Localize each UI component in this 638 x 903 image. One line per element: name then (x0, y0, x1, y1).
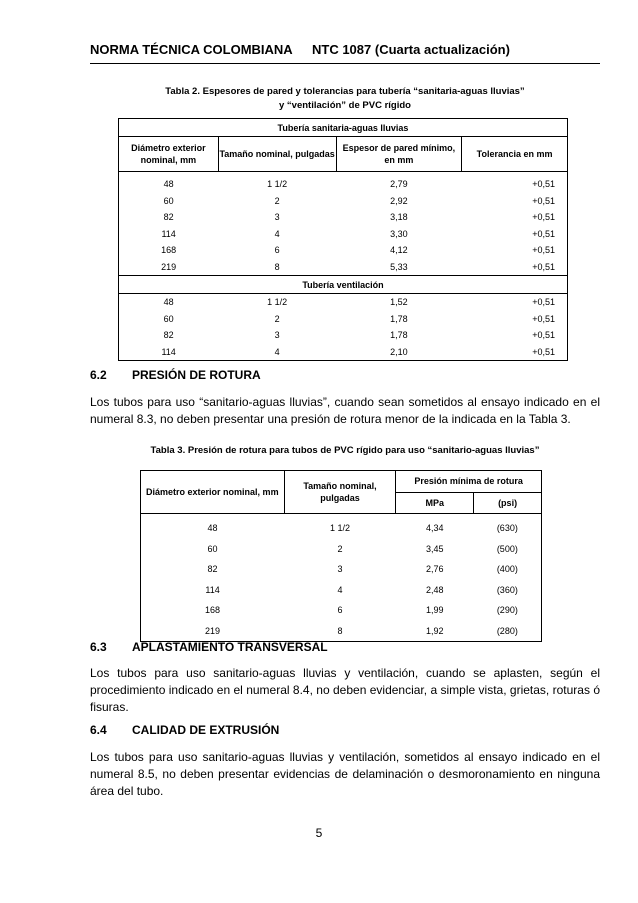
table-cell: 82 (207, 564, 218, 575)
table-cell: 114 (161, 346, 176, 357)
table-cell: (500) (496, 543, 518, 554)
table-cell: 2,76 (425, 564, 444, 575)
table-cell: 114 (161, 228, 176, 239)
table-row (119, 193, 568, 210)
table2-col-header: Tolerancia en mm (462, 137, 568, 172)
table-cell: 4,12 (390, 245, 408, 256)
table-cell: +0,51 (532, 212, 555, 223)
section-6-4-paragraph: Los tubos para uso sanitario-aguas lluvias y ventilación, sometidos al ensayo indicado en el numeral 8.5, no deben presentar evidencias de delaminación o desmoronamiento en ninguna área del tubo. (90, 750, 600, 798)
table-cell: 4,34 (425, 523, 444, 534)
table-row (119, 242, 568, 259)
table-cell: 82 (163, 330, 174, 341)
table-row (141, 539, 542, 560)
table-cell: 5,33 (390, 261, 408, 272)
section-title: APLASTAMIENTO TRANSVERSAL (132, 640, 328, 654)
table-cell: (360) (496, 584, 518, 595)
table2-col-header: Tamaño nominal, pulgadas (218, 137, 336, 172)
table-cell: 48 (163, 297, 174, 308)
table-cell: 82 (163, 212, 174, 223)
table-cell: +0,51 (532, 195, 555, 206)
table-row (119, 259, 568, 276)
table3-caption: Tabla 3. Presión de rotura para tubos de PVC rígido para uso “sanitario-aguas lluvias” (150, 445, 540, 456)
table2-caption-line1: Tabla 2. Espesores de pared y tolerancias para tubería “sanitaria-aguas lluvias” (165, 86, 525, 97)
table-cell: 3 (274, 212, 280, 223)
table-cell: 1,78 (390, 330, 408, 341)
header-standard-name: NORMA TÉCNICA COLOMBIANA (90, 42, 293, 57)
table-cell: 60 (163, 313, 174, 324)
table-cell: +0,51 (532, 245, 555, 256)
table-cell: 3,18 (390, 212, 408, 223)
table-cell: 2,48 (425, 584, 444, 595)
table-cell: 48 (163, 179, 174, 190)
table-cell: 3 (274, 330, 280, 341)
table-row (119, 209, 568, 226)
table2-section2-title: Tubería ventilación (119, 276, 568, 294)
table-cell: +0,51 (532, 228, 555, 239)
table2-wall-thickness (118, 118, 568, 361)
table-cell: 219 (205, 625, 221, 636)
section-number: 6.4 (90, 723, 107, 737)
table3-col-header: Tamaño nominal, pulgadas (284, 471, 396, 514)
table-cell: 6 (274, 245, 280, 256)
table3-burst-pressure (140, 470, 542, 642)
table-cell: +0,51 (532, 313, 555, 324)
table-cell: 60 (207, 543, 218, 554)
table-cell: 1 1/2 (267, 179, 288, 190)
table2-caption-line2: y “ventilación” de PVC rígido (279, 100, 411, 111)
table-row (141, 600, 542, 621)
table-cell: 2 (337, 543, 343, 554)
table-cell: 1,92 (425, 625, 444, 636)
table-row (119, 327, 568, 344)
table-cell: 2,92 (390, 195, 408, 206)
table-cell: (630) (496, 523, 518, 534)
table-row (119, 311, 568, 328)
table2-col-header: Diámetro exterior nominal, mm (119, 137, 219, 172)
section-number: 6.2 (90, 368, 107, 382)
table-cell: +0,51 (532, 346, 555, 357)
table-cell: 3 (337, 564, 343, 575)
table-cell: 4 (274, 228, 280, 239)
table-cell: 8 (337, 625, 343, 636)
table3-sub-header: (psi) (474, 492, 542, 514)
table-cell: 60 (163, 195, 174, 206)
table-cell: 8 (274, 261, 280, 272)
table-cell: +0,51 (532, 179, 555, 190)
table-cell: 1 1/2 (329, 523, 350, 534)
table3-col-header: Diámetro exterior nominal, mm (141, 471, 285, 514)
table-row (119, 226, 568, 243)
table-cell: 168 (205, 605, 221, 616)
table-row (141, 580, 542, 601)
table2-section1-title: Tubería sanitaria-aguas lluvias (119, 119, 568, 137)
section-number: 6.3 (90, 640, 107, 654)
table-row (119, 294, 568, 311)
table-cell: 1,52 (390, 297, 408, 308)
table-cell: 48 (207, 523, 218, 534)
table-cell: 1,78 (390, 313, 408, 324)
table-cell: +0,51 (532, 330, 555, 341)
page-number: 5 (315, 826, 323, 840)
table-cell: (400) (496, 564, 518, 575)
table2-caption (90, 85, 600, 113)
section-6-2-paragraph: Los tubos para uso “sanitario-aguas lluvias”, cuando sean sometidos al ensayo indicado en el numeral 8.3, no deben presentar una presión de rotura menor de la indicada en la Tabla 3. (90, 395, 600, 426)
table-row (141, 621, 542, 642)
table3-group-header: Presión mínima de rotura (396, 471, 542, 493)
table2-col-header: Espesor de pared mínimo, en mm (336, 137, 462, 172)
table3-sub-header: MPa (396, 492, 474, 514)
table-row (141, 518, 542, 539)
section-6-3-paragraph: Los tubos para uso sanitario-aguas lluvias y ventilación, cuando se aplasten, según el procedimiento indicado en el numeral 8.4, no deben evidenciar, a simple vista, grietas, roturas ó fisuras. (90, 666, 600, 714)
table-cell: 168 (161, 245, 177, 256)
table-row (119, 344, 568, 361)
table-cell: 2 (274, 313, 280, 324)
table-cell: (280) (496, 625, 518, 636)
table-cell: +0,51 (532, 261, 555, 272)
table-cell: 3,45 (425, 543, 444, 554)
header-rule (90, 63, 600, 64)
table-cell: 114 (205, 584, 220, 595)
table-cell: 4 (337, 584, 343, 595)
table-cell: +0,51 (532, 297, 555, 308)
table-cell: 6 (337, 605, 343, 616)
table-cell: 4 (274, 346, 280, 357)
section-title: PRESIÓN DE ROTURA (132, 368, 261, 382)
table-row (141, 559, 542, 580)
table-cell: 2 (274, 195, 280, 206)
table-row (119, 176, 568, 193)
table-cell: (290) (496, 605, 518, 616)
table-cell: 3,30 (390, 228, 408, 239)
table-cell: 2,79 (390, 179, 408, 190)
table-cell: 1,99 (425, 605, 444, 616)
table-cell: 1 1/2 (267, 297, 288, 308)
table-cell: 2,10 (390, 346, 408, 357)
section-title: CALIDAD DE EXTRUSIÓN (132, 723, 280, 737)
table-cell: 219 (161, 261, 177, 272)
header-standard-code: NTC 1087 (Cuarta actualización) (312, 42, 510, 57)
